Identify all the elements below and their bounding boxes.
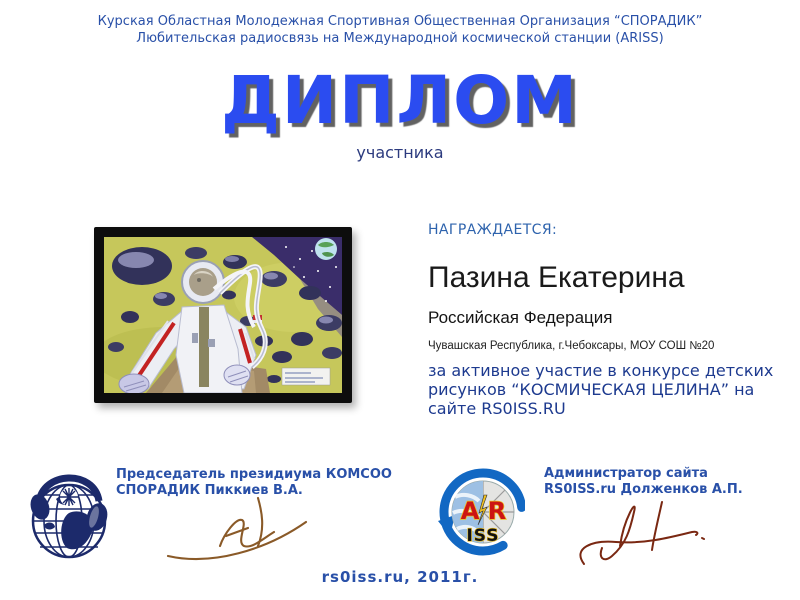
- diploma-subtitle: участника: [356, 143, 444, 162]
- svg-text:A: A: [460, 497, 480, 525]
- svg-text:ISS: ISS: [466, 526, 500, 546]
- recipient-affiliation: Чувашская Республика, г.Чебоксары, МОУ СОШ №20: [428, 340, 715, 352]
- right-signature-icon: [570, 492, 710, 570]
- award-citation: за активное участие в конкурсе детских рисунков “КОСМИЧЕСКАЯ ЦЕЛИНА” на сайте RS0ISS.RU: [428, 361, 774, 418]
- globe-headphones-logo-icon: [28, 461, 112, 563]
- artwork-frame: [94, 227, 352, 403]
- cosmonaut-drawing-icon: [104, 237, 342, 393]
- recipient-name: Пазина Екатерина: [428, 261, 685, 294]
- organization-header: [0, 13, 800, 47]
- recipient-block: [428, 222, 784, 418]
- left-signer-name: СПОРАДИК Пиккиев В.А.: [116, 483, 303, 498]
- right-signer-role: Администратор сайта: [544, 466, 708, 481]
- recipient-country: Российская Федерация: [428, 308, 613, 327]
- ariss-logo-icon: [437, 463, 525, 561]
- organization-subtitle: Любительская радиосвязь на Международной космической станции (ARISS): [136, 31, 664, 46]
- right-signer-person: Долженков А.П.: [620, 482, 743, 497]
- right-signer-site: RS0ISS.ru: [544, 482, 617, 497]
- organization-name: Курская Областная Молодежная Спортивная Общественная Организация “СПОРАДИК”: [97, 14, 703, 29]
- diploma-title: ДИПЛОМ: [221, 62, 579, 139]
- footer-site-year: rs0iss.ru, 2011г.: [321, 568, 479, 586]
- svg-text:R: R: [487, 497, 507, 525]
- left-signer-role: Председатель президиума КОМСОО: [116, 467, 392, 482]
- awarded-label: НАГРАЖДАЕТСЯ:: [428, 222, 558, 238]
- left-signature-icon: [162, 490, 312, 568]
